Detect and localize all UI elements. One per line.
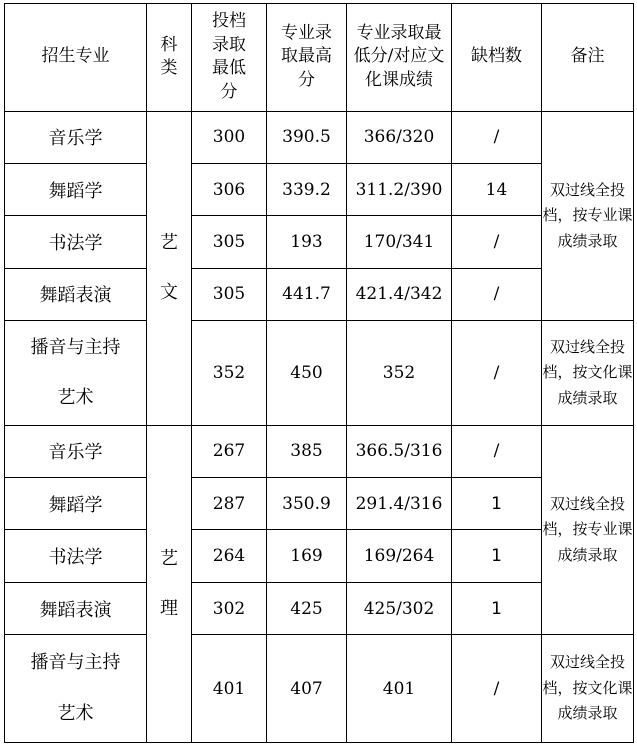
major-cell: 舞蹈表演 [5, 268, 147, 320]
major-cell: 播音与主持艺术 [5, 635, 147, 743]
header-major: 招生专业 [5, 4, 147, 112]
table-row [5, 530, 634, 582]
major-cell: 舞蹈表演 [5, 582, 147, 634]
shortfall-cell: / [452, 635, 542, 743]
prof-culture-cell: 170/341 [347, 216, 452, 268]
prof-culture-cell: 366/320 [347, 111, 452, 163]
max-score-cell: 441.7 [267, 268, 347, 320]
prof-culture-cell: 311.2/390 [347, 164, 452, 216]
category-cell: 艺文 [147, 111, 192, 425]
remark-cell: 双过线全投档，按文化课成绩录取 [542, 635, 634, 743]
admission-table [4, 3, 634, 743]
shortfall-cell: 1 [452, 478, 542, 530]
min-score-cell: 305 [192, 216, 267, 268]
header-min-prof-culture: 专业录取最低分/对应文化课成绩 [347, 4, 452, 112]
remark-cell: 双过线全投档，按专业课成绩录取 [542, 425, 634, 634]
prof-culture-cell: 425/302 [347, 582, 452, 634]
shortfall-cell: / [452, 216, 542, 268]
major-cell: 舞蹈学 [5, 478, 147, 530]
major-cell: 播音与主持艺术 [5, 321, 147, 426]
header-min-score: 投档录取最低分 [192, 4, 267, 112]
remark-cell: 双过线全投档，按文化课成绩录取 [542, 321, 634, 426]
remark-cell: 双过线全投档，按专业课成绩录取 [542, 111, 634, 320]
shortfall-cell: 1 [452, 530, 542, 582]
prof-culture-cell: 291.4/316 [347, 478, 452, 530]
header-shortfall: 缺档数 [452, 4, 542, 112]
table-row [5, 635, 634, 743]
table-row [5, 425, 634, 477]
prof-culture-cell: 169/264 [347, 530, 452, 582]
table-row [5, 268, 634, 320]
table-row [5, 111, 634, 163]
major-cell: 舞蹈学 [5, 164, 147, 216]
table-row [5, 582, 634, 634]
max-score-cell: 407 [267, 635, 347, 743]
max-score-cell: 339.2 [267, 164, 347, 216]
max-score-cell: 193 [267, 216, 347, 268]
header-max-score: 专业录取最高分 [267, 4, 347, 112]
min-score-cell: 305 [192, 268, 267, 320]
header-category: 科类 [147, 4, 192, 112]
shortfall-cell: 14 [452, 164, 542, 216]
max-score-cell: 450 [267, 321, 347, 426]
min-score-cell: 306 [192, 164, 267, 216]
major-cell: 书法学 [5, 530, 147, 582]
min-score-cell: 352 [192, 321, 267, 426]
category-cell: 艺理 [147, 425, 192, 742]
header-remark: 备注 [542, 4, 634, 112]
table-row [5, 321, 634, 426]
min-score-cell: 401 [192, 635, 267, 743]
min-score-cell: 264 [192, 530, 267, 582]
shortfall-cell: / [452, 111, 542, 163]
shortfall-cell: / [452, 425, 542, 477]
prof-culture-cell: 366.5/316 [347, 425, 452, 477]
prof-culture-cell: 352 [347, 321, 452, 426]
major-cell: 书法学 [5, 216, 147, 268]
max-score-cell: 390.5 [267, 111, 347, 163]
major-cell: 音乐学 [5, 425, 147, 477]
prof-culture-cell: 401 [347, 635, 452, 743]
min-score-cell: 267 [192, 425, 267, 477]
max-score-cell: 169 [267, 530, 347, 582]
shortfall-cell: / [452, 268, 542, 320]
table-row [5, 164, 634, 216]
min-score-cell: 302 [192, 582, 267, 634]
max-score-cell: 385 [267, 425, 347, 477]
prof-culture-cell: 421.4/342 [347, 268, 452, 320]
min-score-cell: 287 [192, 478, 267, 530]
table-row [5, 478, 634, 530]
header-row [5, 4, 634, 112]
major-cell: 音乐学 [5, 111, 147, 163]
shortfall-cell: 1 [452, 582, 542, 634]
table-row [5, 216, 634, 268]
shortfall-cell: / [452, 321, 542, 426]
max-score-cell: 350.9 [267, 478, 347, 530]
min-score-cell: 300 [192, 111, 267, 163]
max-score-cell: 425 [267, 582, 347, 634]
